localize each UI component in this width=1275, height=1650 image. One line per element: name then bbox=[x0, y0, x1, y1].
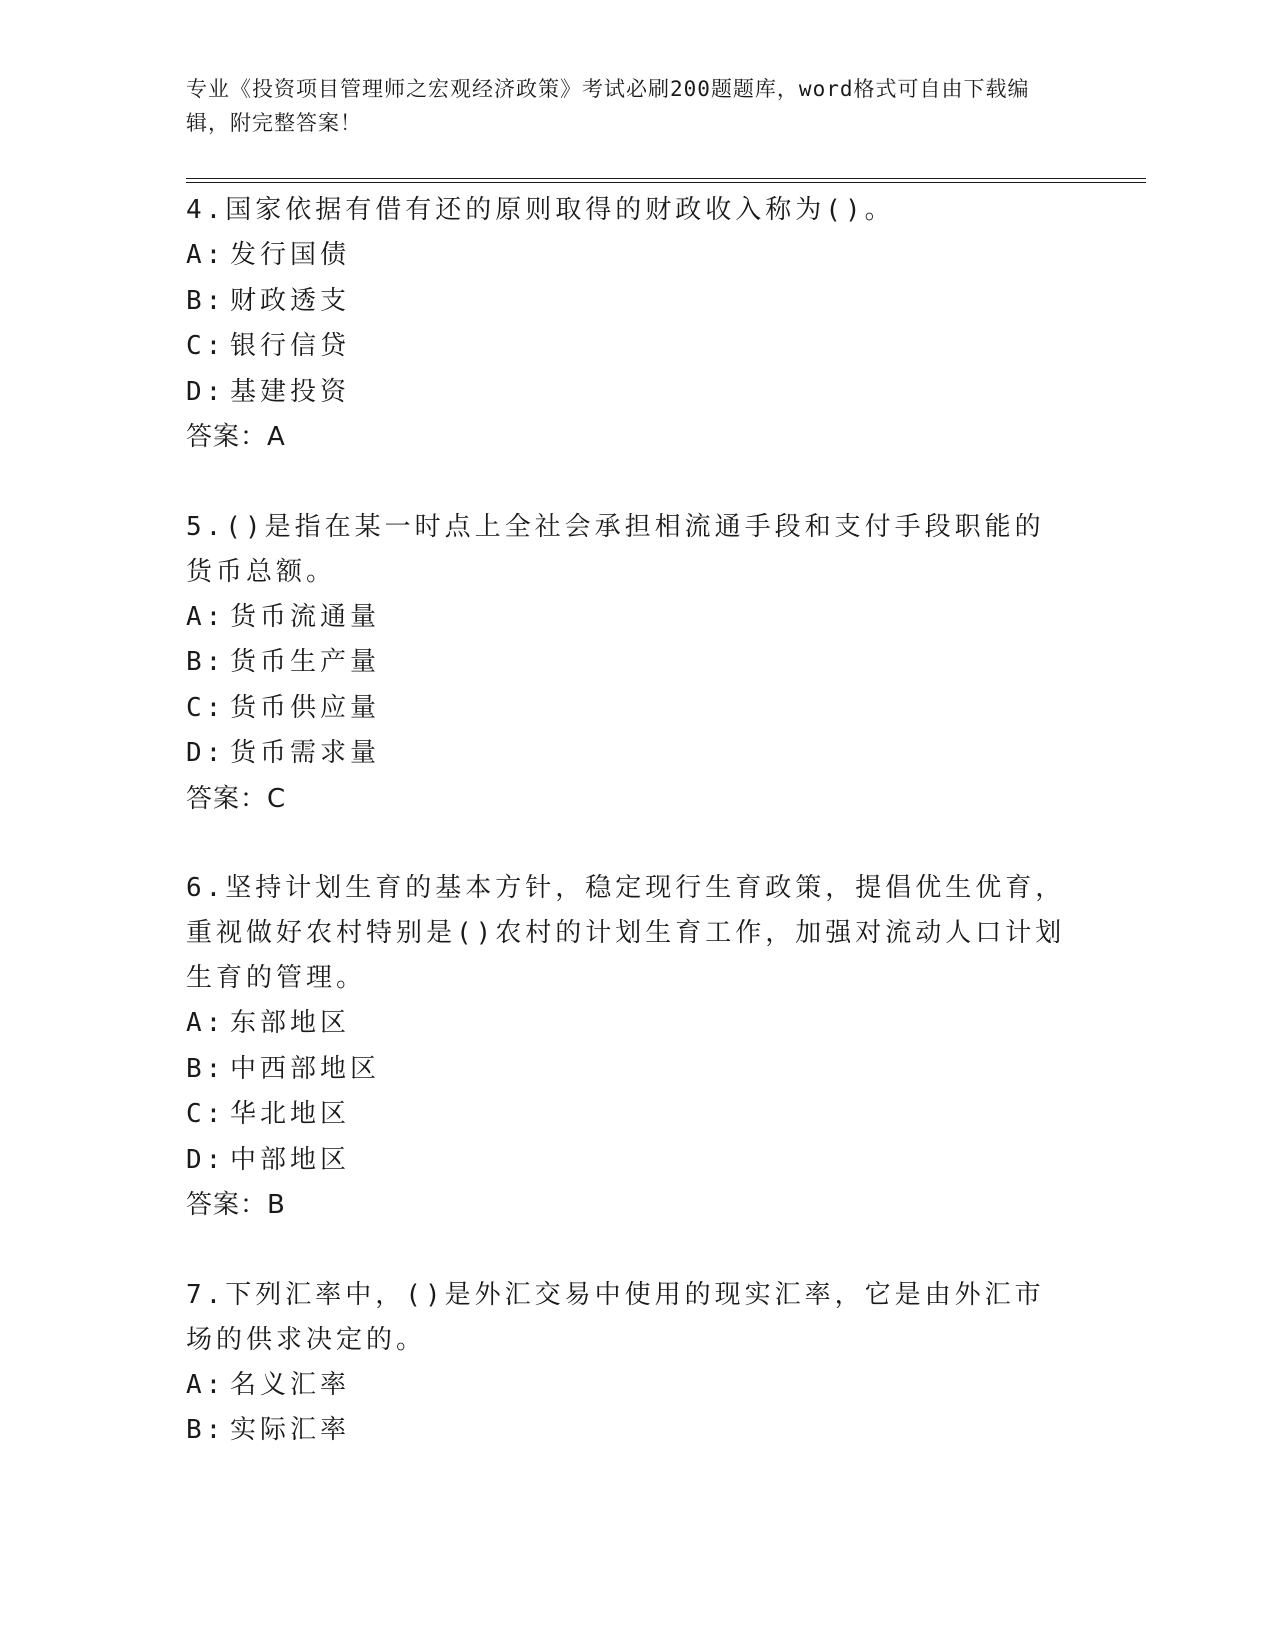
option-a bbox=[186, 1363, 1066, 1409]
option-d bbox=[186, 370, 1066, 416]
option-letter: A: bbox=[186, 240, 226, 270]
question-stem: 6.坚持计划生育的基本方针，稳定现行生育政策，提倡优生优育，重视做好农村特别是()农村的计划生育工作，加强对流动人口计划生育的管理。 bbox=[186, 873, 1066, 993]
option-a bbox=[186, 1001, 1066, 1047]
option-letter: A: bbox=[186, 1008, 226, 1038]
answer-line: 答案：C bbox=[186, 783, 287, 814]
question-stem: 4.国家依据有借有还的原则取得的财政收入称为()。 bbox=[186, 195, 895, 225]
option-b bbox=[186, 640, 1066, 686]
question-stem: 5.()是指在某一时点上全社会承担相流通手段和支付手段职能的货币总额。 bbox=[186, 511, 1045, 587]
option-c bbox=[186, 1092, 1066, 1138]
question-item bbox=[186, 1273, 1066, 1454]
option-letter: B: bbox=[186, 1053, 226, 1084]
option-text: 东部地区 bbox=[230, 1008, 351, 1038]
option-c bbox=[186, 686, 1066, 732]
option-letter: D: bbox=[186, 738, 226, 768]
option-text: 中西部地区 bbox=[230, 1053, 381, 1084]
option-text: 名义汇率 bbox=[230, 1369, 351, 1400]
option-text: 财政透支 bbox=[230, 285, 351, 316]
option-text: 基建投资 bbox=[230, 376, 351, 407]
option-text: 货币供应量 bbox=[230, 692, 381, 723]
answer-line: 答案：A bbox=[186, 422, 286, 452]
option-letter: A: bbox=[186, 601, 226, 632]
question-item bbox=[186, 866, 1066, 1229]
option-letter: C: bbox=[186, 331, 226, 361]
option-a bbox=[186, 595, 1066, 641]
option-letter: D: bbox=[186, 376, 226, 407]
option-letter: B: bbox=[186, 647, 226, 677]
option-b bbox=[186, 1047, 1066, 1093]
option-letter: D: bbox=[186, 1144, 226, 1175]
option-a bbox=[186, 233, 1066, 279]
header-rule-top bbox=[186, 178, 1146, 179]
option-letter: A: bbox=[186, 1369, 226, 1400]
option-c bbox=[186, 324, 1066, 370]
option-d bbox=[186, 1138, 1066, 1184]
answer-line: 答案：B bbox=[186, 1190, 286, 1220]
option-text: 华北地区 bbox=[230, 1099, 351, 1129]
option-letter: C: bbox=[186, 1099, 226, 1129]
question-item bbox=[186, 188, 1066, 461]
option-letter: B: bbox=[186, 1415, 226, 1445]
option-text: 货币需求量 bbox=[230, 738, 381, 768]
option-b bbox=[186, 279, 1066, 325]
question-stem: 7.下列汇率中，()是外汇交易中使用的现实汇率，它是由外汇市场的供求决定的。 bbox=[186, 1279, 1045, 1355]
option-letter: C: bbox=[186, 692, 226, 723]
option-text: 货币生产量 bbox=[230, 647, 381, 677]
header-rule-bottom bbox=[186, 182, 1146, 183]
option-text: 中部地区 bbox=[230, 1144, 351, 1175]
question-item bbox=[186, 505, 1066, 823]
option-d bbox=[186, 731, 1066, 777]
option-letter: B: bbox=[186, 285, 226, 316]
option-text: 实际汇率 bbox=[230, 1415, 351, 1445]
option-text: 货币流通量 bbox=[230, 601, 381, 632]
option-text: 发行国债 bbox=[230, 240, 351, 270]
option-text: 银行信贷 bbox=[230, 331, 351, 361]
question-list bbox=[186, 188, 1066, 1498]
document-header: 专业《投资项目管理师之宏观经济政策》考试必刷200题题库，word格式可自由下载编辑，附完整答案！ bbox=[186, 77, 1030, 135]
option-b bbox=[186, 1408, 1066, 1454]
